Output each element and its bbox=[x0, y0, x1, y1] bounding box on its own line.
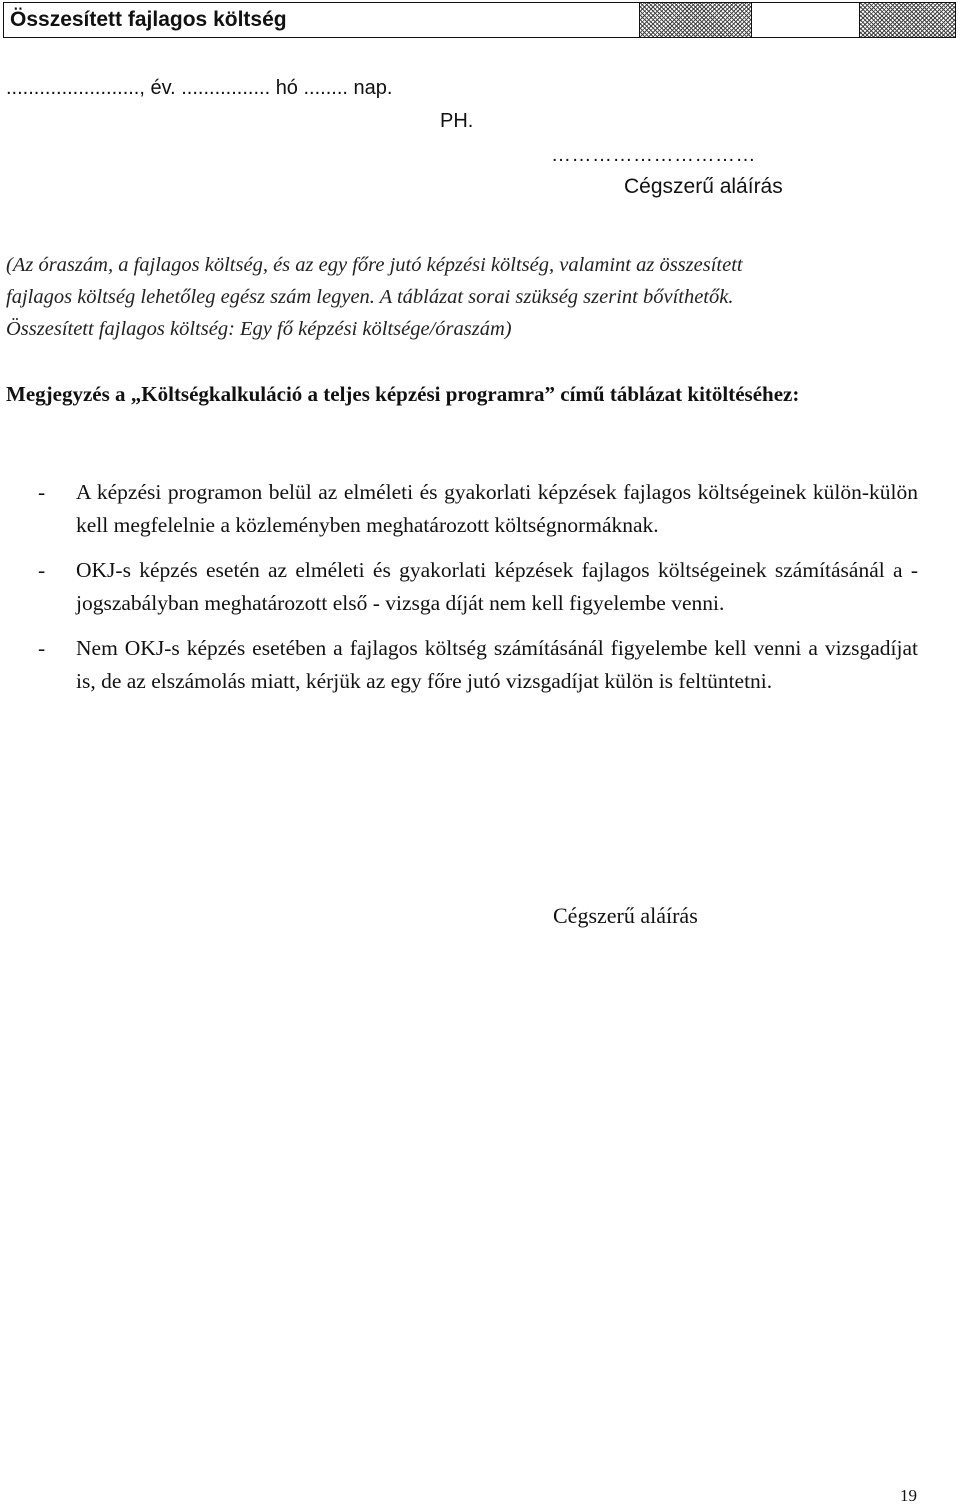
page-number: 19 bbox=[900, 1486, 917, 1505]
hatched-cell bbox=[860, 3, 955, 37]
signature-label-bottom: Cégszerű aláírás bbox=[553, 903, 698, 928]
bullet-text: Nem OKJ-s képzés esetében a fajlagos költség számításánál figyelembe kell venni a vizsgadíjat is, de az elszámolás miatt, kérjük az egy főre jutó vizsgadíjat külön is feltüntetni. bbox=[76, 636, 918, 693]
table-label: Összesített fajlagos költség bbox=[10, 8, 287, 31]
bullet-text: OKJ-s képzés esetén az elméleti és gyakorlati képzések fajlagos költségeinek számításánál a - jogszabályban meghatározott első - vizsga díját nem kell figyelembe venni. bbox=[76, 558, 918, 615]
bullet-list bbox=[38, 476, 918, 710]
list-item bbox=[38, 554, 918, 620]
bullet-dash: - bbox=[38, 480, 46, 504]
italic-note-line: (Az óraszám, a fajlagos költség, és az egy főre jutó képzési költség, valamint az összesített bbox=[6, 254, 743, 276]
bullet-dash: - bbox=[38, 636, 46, 660]
value-cell[interactable] bbox=[752, 3, 860, 37]
italic-note-line: Összesített fajlagos költség: Egy fő képzési költsége/óraszám) bbox=[6, 318, 512, 340]
hatched-cell bbox=[640, 3, 752, 37]
italic-note bbox=[6, 249, 936, 345]
cost-summary-table-row bbox=[3, 2, 956, 38]
date-line: ........................, év. ................ hó ........ nap. bbox=[6, 77, 393, 99]
bullet-dash: - bbox=[38, 558, 46, 582]
bullet-text: A képzési programon belül az elméleti és gyakorlati képzések fajlagos költségeinek külön-külön kell megfelelnie a közleményben meghatározott költségnormáknak. bbox=[76, 480, 918, 537]
note-heading: Megjegyzés a „Költségkalkuláció a teljes képzési programra” című táblázat kitöltéséhez: bbox=[6, 382, 800, 406]
list-item bbox=[38, 632, 918, 698]
signature-label-top: Cégszerű aláírás bbox=[624, 175, 783, 198]
signature-dots: ………………………… bbox=[551, 144, 756, 166]
list-item bbox=[38, 476, 918, 542]
italic-note-line: fajlagos költség lehetőleg egész szám legyen. A táblázat sorai szükség szerint bővíthetők. bbox=[6, 286, 734, 308]
table-label-cell bbox=[4, 3, 640, 37]
stamp-placeholder: PH. bbox=[440, 110, 474, 132]
